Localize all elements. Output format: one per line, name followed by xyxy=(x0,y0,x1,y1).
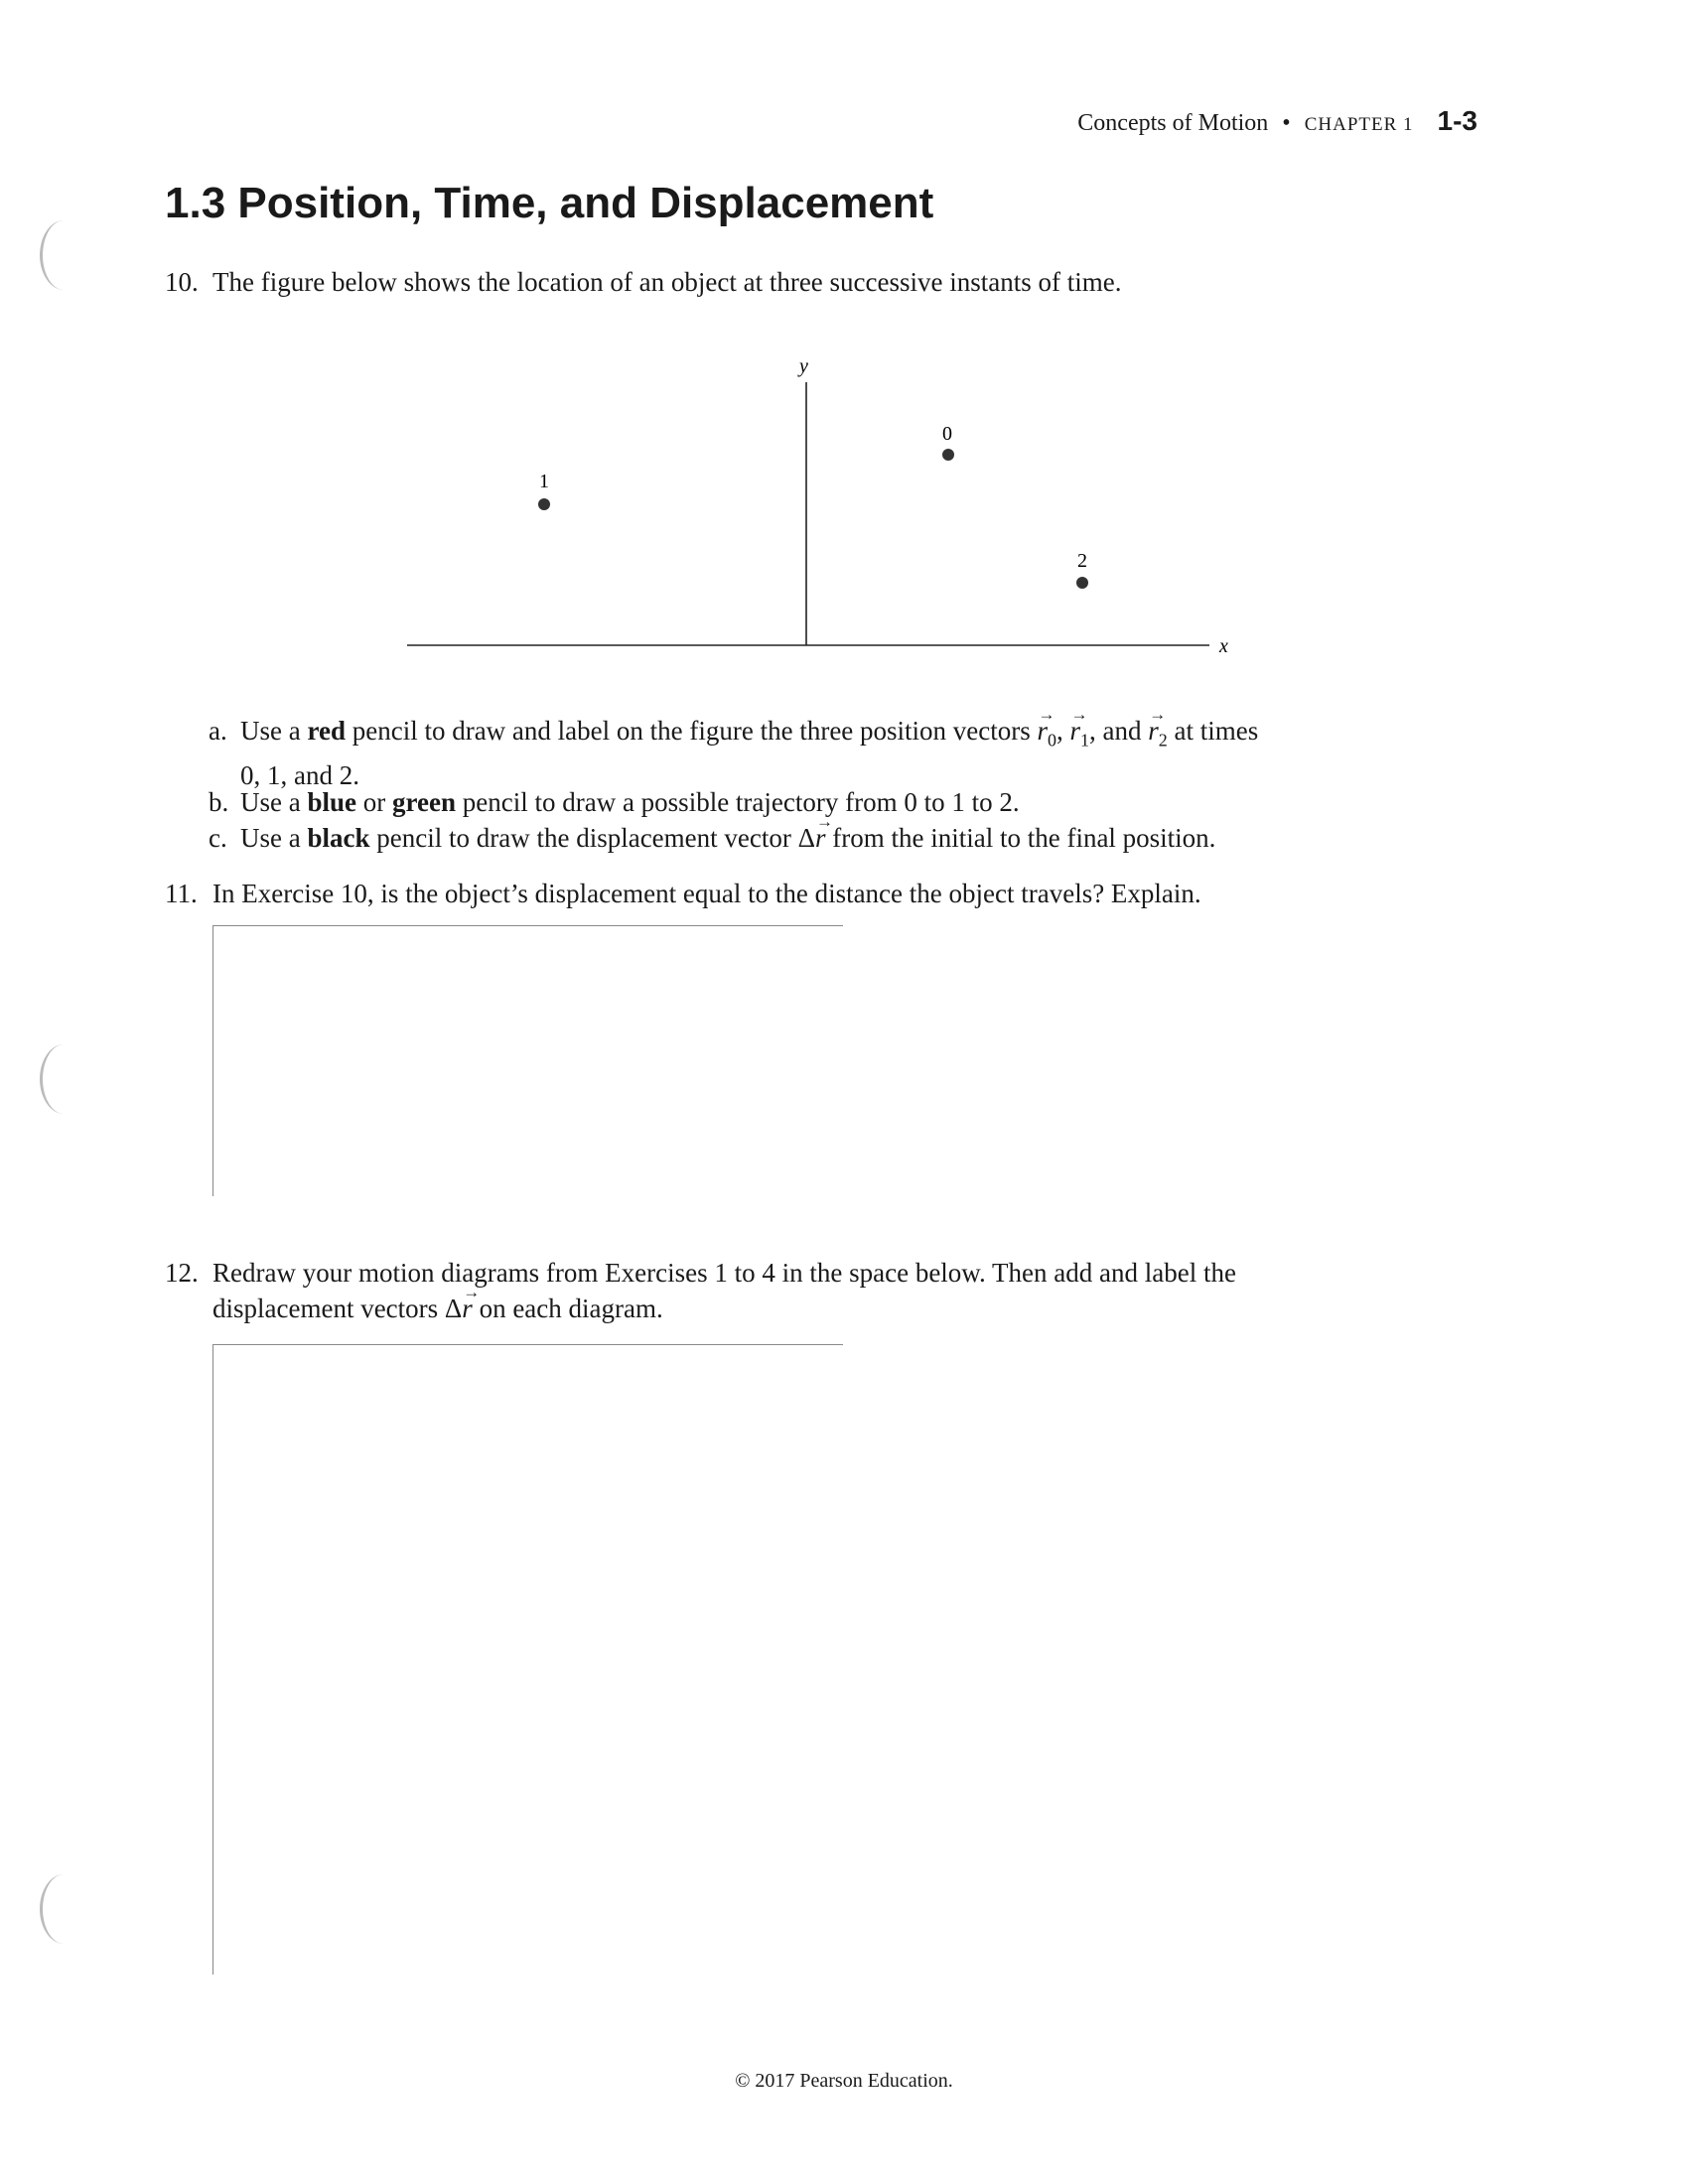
green-word: green xyxy=(392,787,456,817)
vector-r0: → r xyxy=(1038,713,1049,749)
vector-r: → r xyxy=(462,1291,473,1326)
header-chapter: CHAPTER 1 xyxy=(1304,114,1414,135)
part-letter: a. xyxy=(209,716,227,746)
header-book-section: Concepts of Motion xyxy=(1077,110,1269,136)
text: from the initial to the final position. xyxy=(825,823,1216,853)
question-10c xyxy=(209,820,1215,856)
question-text: In Exercise 10, is the object’s displacement equal to the distance the object travels? Explain. xyxy=(212,879,1201,908)
y-axis-label: y xyxy=(799,355,808,377)
binder-hole-top xyxy=(40,220,88,290)
text: displacement vectors xyxy=(212,1294,445,1323)
question-10a xyxy=(209,713,1430,793)
binder-hole-middle xyxy=(40,1044,88,1114)
vector-r1: → r xyxy=(1070,713,1081,749)
section-title: 1.3 Position, Time, and Displacement xyxy=(165,179,934,227)
copyright-footer: © 2017 Pearson Education. xyxy=(735,2070,953,2092)
part-letter: c. xyxy=(209,823,227,853)
blue-word: blue xyxy=(307,787,357,817)
text: pencil to draw and label on the figure the three position vectors xyxy=(345,716,1038,746)
text: pencil to draw the displacement vector xyxy=(369,823,798,853)
vector-r: → r xyxy=(815,820,826,856)
question-number: 10. xyxy=(165,267,199,297)
point-1 xyxy=(538,498,550,510)
part-a-line2: 0, 1, and 2. xyxy=(240,760,359,791)
binder-hole-bottom xyxy=(40,1874,88,1944)
question-text-line1: Redraw your motion diagrams from Exercises 1 to 4 in the space below. Then add and label the xyxy=(212,1258,1236,1288)
subscript-0: 0 xyxy=(1048,730,1057,751)
part-letter: b. xyxy=(209,787,229,817)
answer-box-12[interactable] xyxy=(212,1344,843,1975)
text: pencil to draw a possible trajectory from 0 to 1 to 2. xyxy=(456,787,1020,817)
subscript-1: 1 xyxy=(1080,730,1090,751)
text: at times xyxy=(1167,716,1259,746)
question-12 xyxy=(165,1255,1236,1326)
text: , xyxy=(1056,716,1070,746)
header-bullet: • xyxy=(1282,110,1291,136)
question-10b xyxy=(209,784,1020,820)
question-number: 11. xyxy=(165,879,198,908)
black-word: black xyxy=(307,823,370,853)
text: Use a xyxy=(240,823,308,853)
point-2 xyxy=(1076,577,1088,589)
x-axis-label: x xyxy=(1219,635,1228,657)
point-label-0: 0 xyxy=(942,423,952,445)
point-label-2: 2 xyxy=(1077,550,1087,572)
text: or xyxy=(356,787,393,817)
point-label-1: 1 xyxy=(539,471,549,492)
vector-r2: → r xyxy=(1148,713,1159,749)
text: Use a xyxy=(240,716,308,746)
red-word: red xyxy=(307,716,346,746)
subscript-2: 2 xyxy=(1158,730,1168,751)
running-header xyxy=(1077,105,1477,137)
question-number: 12. xyxy=(165,1258,199,1288)
question-text: The figure below shows the location of an object at three successive instants of time. xyxy=(212,267,1122,297)
page-number: 1-3 xyxy=(1437,105,1477,136)
text: on each diagram. xyxy=(472,1294,663,1323)
position-figure xyxy=(397,352,1251,680)
text: , and xyxy=(1089,716,1149,746)
question-10 xyxy=(165,264,1121,300)
delta-symbol: Δ xyxy=(444,1294,463,1323)
point-0 xyxy=(942,449,954,461)
delta-symbol: Δ xyxy=(797,823,815,853)
answer-box-11[interactable] xyxy=(212,925,843,1196)
question-11 xyxy=(165,876,1201,911)
text: Use a xyxy=(240,787,308,817)
